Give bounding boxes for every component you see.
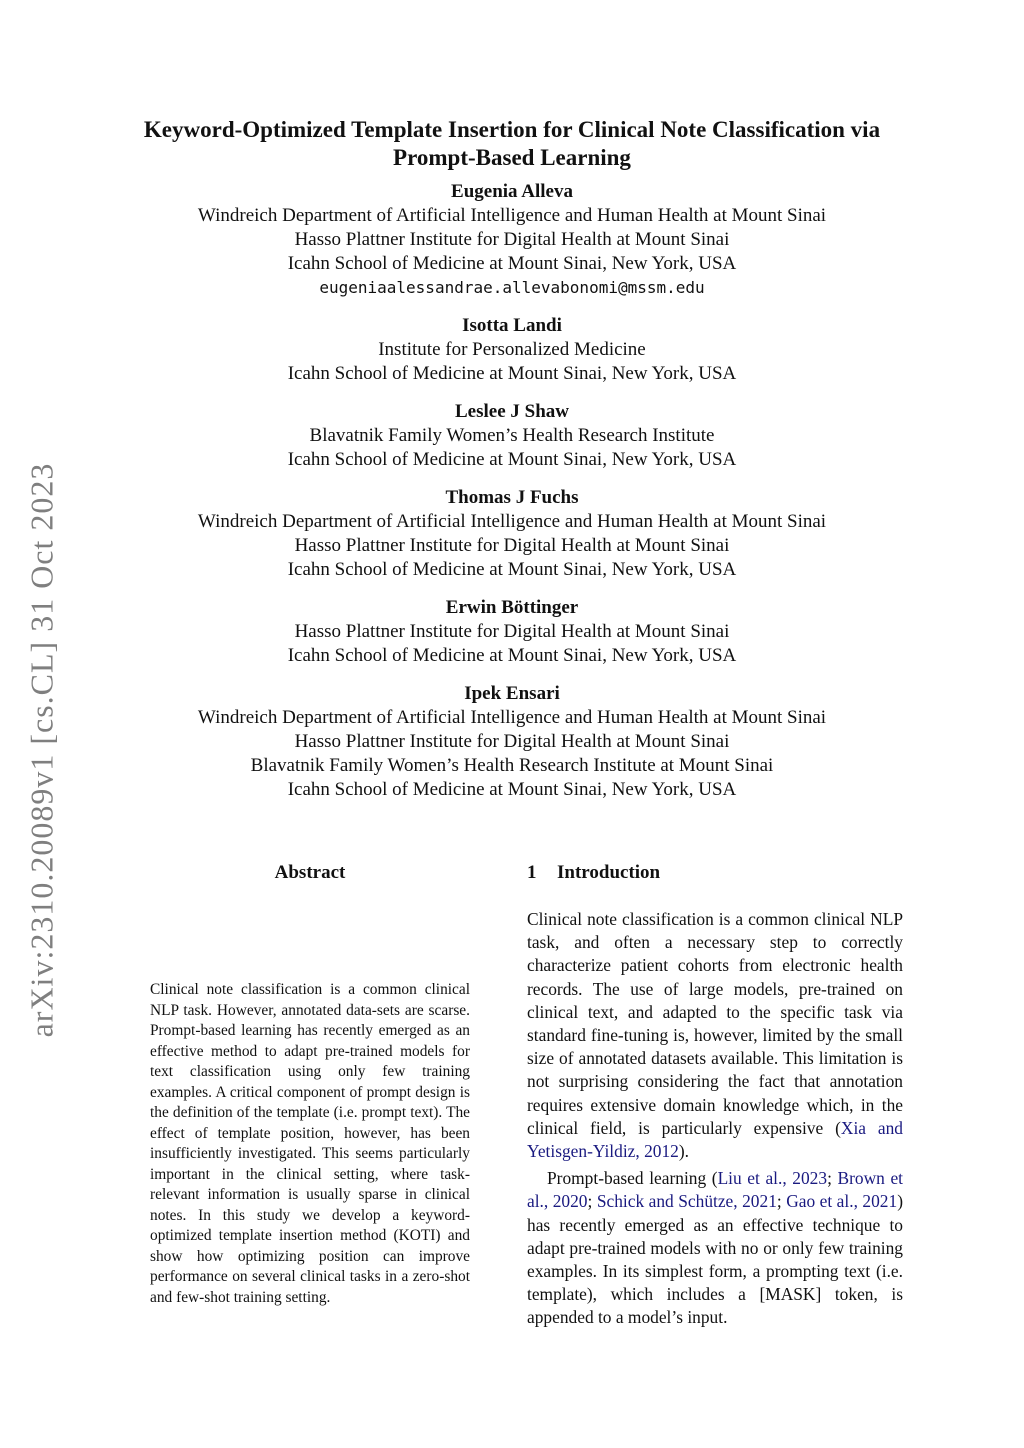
author-name: Leslee J Shaw: [455, 401, 569, 422]
author-block: [100, 180, 924, 300]
author-affiliation: Icahn School of Medicine at Mount Sinai, New York, USA: [287, 363, 737, 384]
author-name: Isotta Landi: [462, 315, 562, 336]
author-affiliation: Windreich Department of Artificial Intelligence and Human Health at Mount Sinai: [197, 511, 827, 532]
section-title: Introduction: [557, 862, 661, 883]
author-list: [100, 180, 924, 816]
intro-paragraph-2: Prompt-based learning (Liu et al., 2023; Brown et al., 2020; Schick and Schütze, 2021; Gao et al., 2021) has recently emerged as an effective technique to adapt pre-trained models with no or only few training examples. In its simplest form, a prompting text (i.e. template), which includes a [MASK] token, is appended to a model’s input.: [527, 1168, 903, 1328]
author-affiliation: Institute for Personalized Medicine: [378, 339, 646, 360]
author-name: Thomas J Fuchs: [445, 487, 579, 508]
paragraph-text: Clinical note classification is a common clinical NLP task, and often a necessary step to correctly characterize patient cohorts from electronic health records. The use of large models, pre-trained on clinical text, and adapted to the specific task via standard fine-tuning is, however, limited by the small size of annotated datasets available. This limitation is not surprising considering the fact that annotation requires extensive domain knowledge which, in the clinical field, is particularly expensive: [527, 909, 903, 1138]
arxiv-id-text: arXiv:2310.20089v1 [cs.CL] 31 Oct 2023: [23, 462, 60, 1038]
arxiv-side-identifier: [0, 0, 70, 1448]
author-affiliation: Hasso Plattner Institute for Digital Health at Mount Sinai: [294, 535, 730, 556]
abstract-column: [150, 860, 470, 1323]
author-affiliation: Hasso Plattner Institute for Digital Health at Mount Sinai: [294, 621, 730, 642]
author-block: [100, 682, 924, 802]
author-affiliation: Blavatnik Family Women’s Health Research Institute at Mount Sinai: [250, 755, 774, 776]
introduction-column: [527, 860, 903, 1330]
author-block: [100, 596, 924, 668]
title-line-1: Keyword-Optimized Template Insertion for Clinical Note Classification via: [143, 117, 881, 142]
author-block: [100, 314, 924, 386]
author-affiliation: Blavatnik Family Women’s Health Research Institute: [309, 425, 715, 446]
author-affiliation: Icahn School of Medicine at Mount Sinai, New York, USA: [287, 645, 737, 666]
author-block: [100, 400, 924, 472]
citation-link[interactable]: Gao et al., 2021: [786, 1191, 898, 1212]
author-block: [100, 486, 924, 582]
citation-link[interactable]: Liu et al., 2023: [717, 1168, 828, 1189]
section-number: 1: [527, 862, 537, 883]
citation-link[interactable]: Brown et al., 2020: [527, 1168, 903, 1212]
author-name: Eugenia Alleva: [451, 181, 573, 202]
author-affiliation: Hasso Plattner Institute for Digital Health at Mount Sinai: [294, 229, 730, 250]
citation-link[interactable]: Xia and Yetisgen-Yildiz, 2012: [527, 1117, 903, 1162]
abstract-heading: Abstract: [274, 862, 346, 883]
author-name: Ipek Ensari: [464, 683, 560, 704]
author-affiliation: Windreich Department of Artificial Intelligence and Human Health at Mount Sinai: [197, 707, 827, 728]
author-affiliation: Icahn School of Medicine at Mount Sinai, New York, USA: [287, 449, 737, 470]
author-affiliation: Icahn School of Medicine at Mount Sinai, New York, USA: [287, 559, 737, 580]
author-affiliation: Hasso Plattner Institute for Digital Health at Mount Sinai: [294, 731, 730, 752]
title-line-2: Prompt-Based Learning: [393, 145, 631, 170]
author-email: eugeniaalessandrae.allevabonomi@mssm.edu: [319, 278, 705, 297]
paragraph-text: ) has recently emerged as an effective technique to adapt pre-trained models with no or only few training examples. In its simplest form, a prompting text (i.e. template), which includes a [MASK] token, is appended to a model’s input.: [527, 1191, 903, 1328]
paragraph-text: Prompt-based learning (: [547, 1168, 718, 1189]
author-affiliation: Icahn School of Medicine at Mount Sinai, New York, USA: [287, 253, 737, 274]
author-affiliation: Icahn School of Medicine at Mount Sinai, New York, USA: [287, 779, 737, 800]
paper-title: [100, 116, 924, 172]
abstract-body: Clinical note classification is a common clinical NLP task. However, annotated data-sets are scarse. Prompt-based learning has recently emerged as an effective method to adapt pre-trained models for text classification using only few training examples. A critical component of prompt design is the definition of the template (i.e. prompt text). The effect of template position, however, has been insufficiently investigated. This seems particularly important in the clinical setting, where task-relevant information is usually sparse in clinical notes. In this study we develop a keyword-optimized template insertion method (KOTI) and show how optimizing position can improve performance on several clinical tasks in a zero-shot and few-shot training setting.: [150, 981, 470, 1306]
author-affiliation: Windreich Department of Artificial Intelligence and Human Health at Mount Sinai: [197, 205, 827, 226]
intro-paragraph-1: Clinical note classification is a common clinical NLP task, and often a necessary step to correctly characterize patient cohorts from electronic health records. The use of large models, pre-trained on clinical text, and adapted to the specific task via standard fine-tuning is, however, limited by the small size of annotated datasets available. This limitation is not surprising considering the fact that annotation requires extensive domain knowledge which, in the clinical field, is particularly expensive (Xia and Yetisgen-Yildiz, 2012).: [527, 909, 903, 1162]
section-heading: [527, 860, 903, 886]
author-name: Erwin Böttinger: [445, 597, 579, 618]
citation-link[interactable]: Schick and Schütze, 2021: [596, 1191, 777, 1212]
